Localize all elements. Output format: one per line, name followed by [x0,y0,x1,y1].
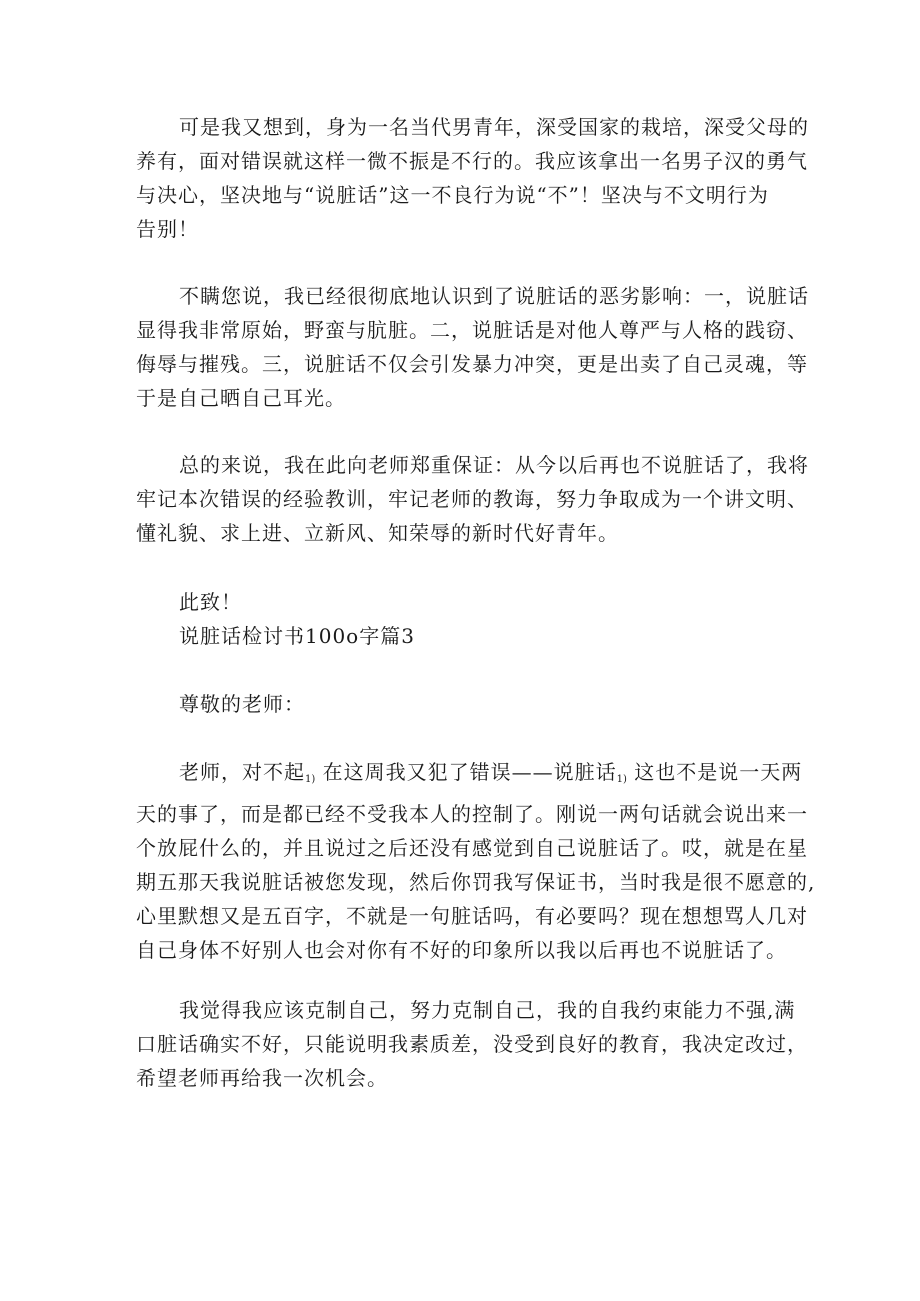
text-line: 天的事了，而是都已经不受我本人的控制了。刚说一两句话就会说出来一 [136,802,808,826]
footnote-marker: 1) [305,774,316,785]
text-line: 显得我非常原始，野蛮与肮脏。二，说脏话是对他人尊严与人格的践窃、 [136,318,808,342]
text-line: 与决心，坚决地与“说脏话”这一不良行为说“不”！坚决与不文明行为 [136,183,769,207]
footnote-marker: 1) [616,774,627,785]
text-line: 养有，面对错误就这样一微不振是不行的。我应该拿出一名男子汉的勇气 [136,149,808,173]
text-fragment: 老师，对不起 [179,760,305,784]
paragraph-reflection [136,993,808,1095]
text-line: 期五那天我说脏话被您发现，然后你罚我写保证书，当时我是很不愿意的, [136,870,816,894]
text-line: 于是自己晒自己耳光。 [136,386,346,410]
paragraph-promise [136,448,809,550]
text-line: 可是我又想到，身为一名当代男青年，深受国家的栽培，深受父母的 [179,115,809,139]
text-line: 牢记本次错误的经验教训，牢记老师的教诲，努力争取成为一个讲文明、 [136,487,808,511]
text-line: 口脏话确实不好，只能说明我素质差，没受到良好的教育，我决定改过， [136,1032,808,1056]
text-line: 我觉得我应该克制自己，努力克制自己，我的自我约束能力不强,满 [179,998,796,1022]
text-line: 自己身体不好别人也会对你有不好的印象所以我以后再也不说脏话了。 [136,938,787,962]
text-line: 告别！ [136,217,199,241]
text-line: 希望老师再给我一次机会。 [136,1066,388,1090]
text-line: 总的来说，我在此向老师郑重保证：从今以后再也不说脏话了，我将 [179,453,809,477]
text-line: 不瞒您说，我已经很彻底地认识到了说脏话的恶劣影响：一，说脏话 [179,284,809,308]
text-fragment: 在这周我又犯了错误——说脏话 [322,760,617,784]
section-title-text: 说脏话检讨书100o字篇3 [179,624,415,648]
text-line: 心里默想又是五百字，不就是一句脏话吗，有必要吗？现在想想骂人几对 [136,904,808,928]
salutation [136,687,786,721]
text-fragment: 这也不是说一天两 [634,760,803,784]
text-line: 侮辱与摧残。三，说脏话不仅会引发暴力冲突，更是出卖了自己灵魂，等 [136,352,808,376]
closing-text: 此致！ [179,590,242,614]
section-title [136,619,786,653]
text-line: 个放屁什么的，并且说过之后还没有感觉到自己说脏话了。哎，就是在星 [136,836,808,860]
closing-line [136,585,786,619]
paragraph-apology [136,755,816,967]
paragraph-impact [136,279,809,415]
text-line [136,755,803,797]
text-line: 懂礼貌、求上进、立新风、知荣辱的新时代好青年。 [136,521,619,545]
salutation-text: 尊敬的老师： [179,692,305,716]
paragraph-resolve [136,110,809,246]
